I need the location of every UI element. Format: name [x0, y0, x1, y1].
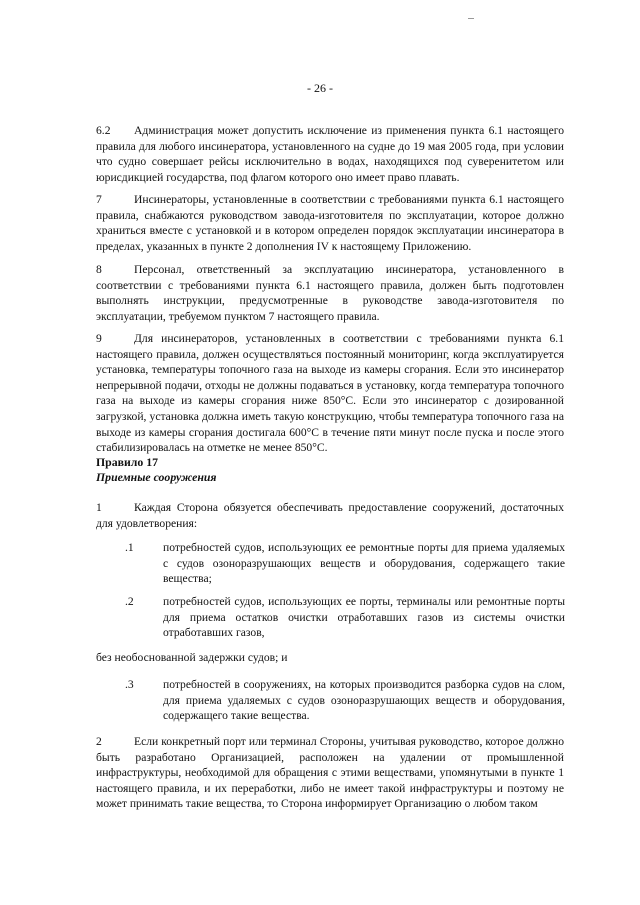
- scan-mark: [468, 18, 474, 19]
- subparagraph-1: [125, 540, 565, 587]
- paragraph-number: 6.2: [96, 124, 111, 137]
- page-number: - 26 -: [307, 81, 333, 95]
- subparagraph-marker: .2: [125, 595, 134, 608]
- subparagraph-text: потребностей судов, использующих ее ремонтные порты для приема удаляемых с судов озоноразрушающих веществ и оборудования, содержащего такие вещества;: [163, 541, 565, 586]
- rule-paragraph-2: [96, 734, 564, 812]
- subparagraph-text: потребностей судов, использующих ее порты, терминалы или ремонтные порты для приема остатков очистки отработавших газов из системы очистки отработавших газов,: [163, 595, 565, 640]
- subparagraph-marker: .1: [125, 541, 134, 554]
- paragraph-text: Если конкретный порт или терминал Стороны, учитывая руководство, которое должно быть разработано Организацией, расположен на удалении от промышленной инфраструктуры, необходимой для обращения с этими веществами, упомянутыми в пункте 1 настоящего правила, и их переработки, либо не имеет такой инфраструктуры и поэтому не может принимать такие вещества, то Сторона информирует Организацию о любом таком: [96, 735, 564, 811]
- subparagraph-marker: .3: [125, 678, 134, 691]
- subparagraph-text: потребностей в сооружениях, на которых производится разборка судов на слом, для приема удаляемых с судов озоноразрушающих веществ и оборудования, содержащего такие вещества.: [163, 678, 565, 723]
- rule-title: Правило 17: [96, 455, 159, 469]
- paragraph-number: 1: [96, 501, 102, 514]
- paragraph-text: Для инсинераторов, установленных в соответствии с требованиями пункта 6.1 настоящего правила, должен осуществляться постоянный мониторинг, когда эксплуатируется установка, температуры топочного газа на выходе из камеры сгорания. Если это инсинератор непрерывной подачи, отходы не должны подаваться в установку, когда температура топочного газа на выходе из камеры сгорания ниже 850°C. Если это инсинератор с дозированной загрузкой, установка должна иметь такую конструкцию, чтобы температура топочного газа на выходе из камеры сгорания достигала 600°C в течение пяти минут после пуска и после этого стабилизировалась на отметке не менее 850°C.: [96, 332, 564, 455]
- interim-clause: без необоснованной задержки судов; и: [96, 651, 288, 664]
- paragraph-text: Администрация может допустить исключение из применения пункта 6.1 настоящего правила для любого инсинератора, установленного на судне до 19 мая 2005 года, при условии что судно совершает рейсы исключительно в водах, находящихся под суверенитетом или юрисдикцией государства, под флагом которого оно имеет право плавать.: [96, 124, 564, 184]
- paragraph-9: [96, 331, 564, 456]
- paragraph-number: 2: [96, 735, 102, 748]
- paragraph-text: Каждая Сторона обязуется обеспечивать предоставление сооружений, достаточных для удовлетворения:: [96, 501, 564, 530]
- paragraph-number: 9: [96, 332, 102, 345]
- rule-subtitle: Приемные сооружения: [96, 470, 217, 484]
- rule-paragraph-1: [96, 500, 564, 531]
- paragraph-text: Инсинераторы, установленные в соответствии с требованиями пункта 6.1 настоящего правила, снабжаются руководством завода-изготовителя по эксплуатации, которое должно храниться вместе с установкой и в котором определен порядок эксплуатации инсинератора в пределах, указанных в пункте 2 дополнения IV к настоящему Приложению.: [96, 193, 564, 253]
- paragraph-6-2: [96, 123, 564, 185]
- paragraph-number: 7: [96, 193, 102, 206]
- subparagraph-2: [125, 594, 565, 641]
- paragraph-8: [96, 262, 564, 324]
- paragraph-number: 8: [96, 263, 102, 276]
- paragraph-text: Персонал, ответственный за эксплуатацию инсинератора, установленного в соответствии с требованиями пункта 6.1 настоящего правила, должен быть подготовлен выполнять инструкции, предусмотренные в руководстве завода-изготовителя по эксплуатации, требуемом пунктом 7 настоящего правила.: [96, 263, 564, 323]
- subparagraph-3: [125, 677, 565, 724]
- paragraph-7: [96, 192, 564, 254]
